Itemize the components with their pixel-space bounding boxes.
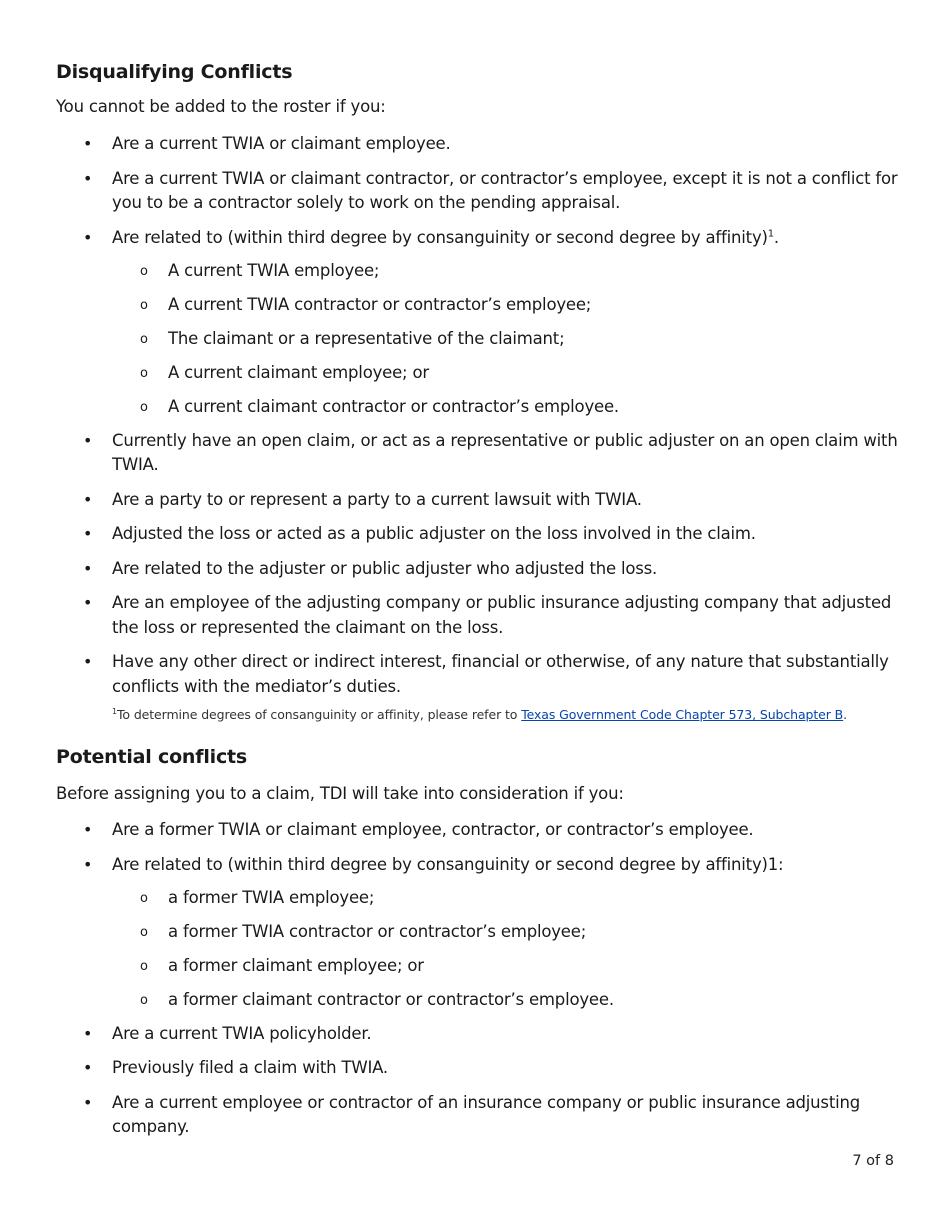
list-item: • Are a party to or represent a party to a current lawsuit with TWIA. xyxy=(83,489,642,509)
list-item: • Are a former TWIA or claimant employee, contractor, or contractor’s employee. xyxy=(83,820,754,839)
list-item: • Previously filed a claim with TWIA. xyxy=(83,1058,388,1077)
section-heading-potential: Potential conflicts xyxy=(56,746,248,768)
list-item: • Adjusted the loss or acted as a public adjuster on the loss involved in the claim. xyxy=(83,524,756,543)
disqualifying-list xyxy=(56,132,901,699)
potential-conflicts-list xyxy=(56,818,901,1140)
related-sublist xyxy=(56,886,901,1013)
sub-list-item: o a former TWIA employee; xyxy=(140,888,375,907)
sub-list-item: o A current claimant contractor or contractor’s employee. xyxy=(140,397,619,416)
section-heading-disqualifying: Disqualifying Conflicts xyxy=(56,61,293,83)
list-item: • Are an employee of the adjusting company or public insurance adjusting company that adjusted the loss or represented the claimant on the loss. xyxy=(83,593,892,637)
sub-list-item: o A current TWIA contractor or contractor’s employee; xyxy=(140,295,592,314)
list-item: • Currently have an open claim, or act as a representative or public adjuster on an open claim with TWIA. xyxy=(83,430,898,474)
list-item: • Are a current TWIA policyholder. xyxy=(83,1023,372,1043)
footnote: $^1$To determine degrees of consanguinity or affinity, please refer to Texas Government Code Chapter 573, Subchapter B. xyxy=(112,706,848,722)
sub-list-item: o A current claimant employee; or xyxy=(140,363,429,382)
list-item: • Are related to the adjuster or public adjuster who adjusted the loss. xyxy=(83,558,658,578)
list-item: • Are a current TWIA or claimant employee. xyxy=(83,134,451,153)
texas-gov-code-link[interactable]: Texas Government Code Chapter 573, Subchapter B xyxy=(521,707,844,722)
sub-list-item: o a former TWIA contractor or contractor’s employee; xyxy=(140,922,587,941)
sub-list-item: o A current TWIA employee; xyxy=(140,261,380,280)
page-number: 7 of 8 xyxy=(852,1153,894,1169)
sub-list-item: o The claimant or a representative of the claimant; xyxy=(140,329,565,348)
list-item: • Are related to (within third degree by consanguinity or second degree by affinity)1: o a former TWIA employee; o a former TWIA contractor or contractor’s employee; o a former claimant employee; or o a former claimant contractor or contractor’s employee. xyxy=(56,853,901,1013)
list-item: • Have any other direct or indirect interest, financial or otherwise, of any nature that substantially conflicts with the mediator’s duties. xyxy=(83,652,889,696)
sub-list-item: o a former claimant contractor or contractor’s employee. xyxy=(140,990,614,1009)
section-intro: You cannot be added to the roster if you: xyxy=(56,97,386,116)
section-intro: Before assigning you to a claim, TDI will take into consideration if you: xyxy=(56,784,624,803)
related-sublist xyxy=(56,259,901,420)
list-item: • Are a current TWIA or claimant contractor, or contractor’s employee, except it is not a conflict for you to be a contractor solely to work on the pending appraisal. xyxy=(83,168,898,212)
sub-list-item: o a former claimant employee; or xyxy=(140,956,424,975)
list-item: • Are a current employee or contractor of an insurance company or public insurance adjusting company. xyxy=(83,1092,861,1136)
footnote-ref: 1 xyxy=(767,228,774,239)
list-item: • Are related to (within third degree by consanguinity or second degree by affinity)$^1$. o A current TWIA employee; o A current TWIA contractor or contractor’s employee; o The claimant or a representative of the claimant; o A current claimant employee; or o A current claimant contractor or contractor’s employee. xyxy=(56,226,901,420)
